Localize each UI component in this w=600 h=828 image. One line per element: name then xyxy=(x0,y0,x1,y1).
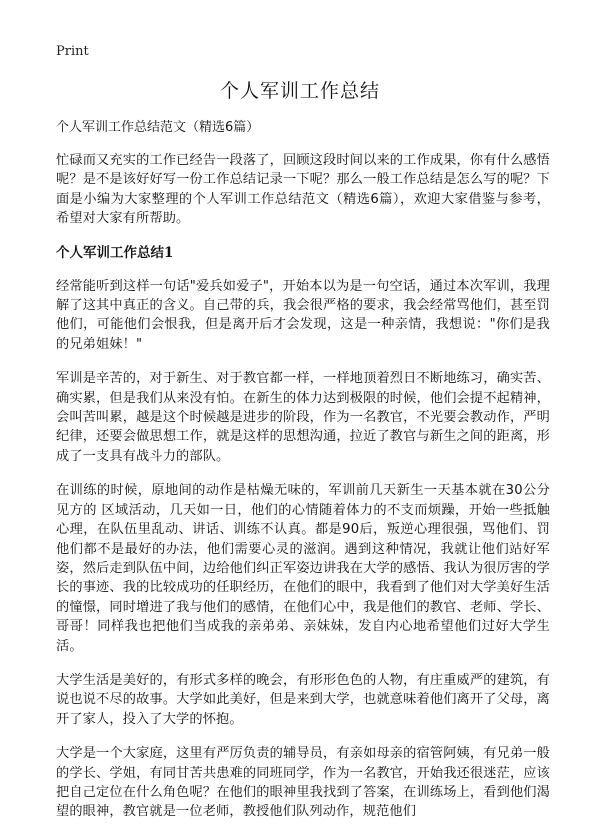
document-subtitle: 个人军训工作总结范文（精选6篇） xyxy=(56,120,260,135)
page-title: 个人军训工作总结 xyxy=(219,80,380,102)
body-paragraph: 大学是一个大家庭，这里有严厉负责的辅导员，有亲如母亲的宿管阿姨，有兄弟一般的学长、学姐，有同甘苦共患难的同班同学，作为一名教官，开始我还很迷茫，应该把自己定位在什么角色呢？在他们的眼神里我找到了答案，在训练场上，看到他们渴望的眼神，教官就是一位老师，教授他们队列动作，规范他们 xyxy=(56,746,550,820)
body-paragraph: 大学生活是美好的，有形式多样的晚会，有形形色色的人物，有庄重威严的建筑，有说也说不尽的故事。大学如此美好，但是来到大学，也就意味着他们离开了父母，离开了家人，投入了大学的怀抱。 xyxy=(56,672,550,727)
body-paragraph: 军训是辛苦的，对于新生、对于教官都一样，一样地顶着烈日不断地练习，确实苦、确实累，但是我们从来没有怕。在新生的体力达到极限的时候，他们会提不起精神，会叫苦叫累，越是这个时候越是进步的阶段，作为一名教官，不光要会教动作，严明纪律，还要会做思想工作，就是这样的思想沟通，拉近了教官与新生之间的距离，形成了一支具有战斗力的部队。 xyxy=(56,371,550,464)
intro-paragraph: 忙碌而又充实的工作已经告一段落了，回顾这段时间以来的工作成果，你有什么感悟呢？是不是该好好写一份工作总结记录一下呢？那么一般工作总结是怎么写的呢？下面是小编为大家整理的个人军训工作总结范文（精选6篇），欢迎大家借鉴与参考，希望对大家有所帮助。 xyxy=(56,153,550,227)
body-paragraph: 经常能听到这样一句话"爱兵如爱子"，开始本以为是一句空话，通过本次军训，我理解了这其中真正的含义。自己带的兵，我会很严格的要求，我会经常骂他们，甚至罚他们，可能他们会恨我，但是离开后才会发现，这是一种亲情，我想说："你们是我的兄弟姐妹！" xyxy=(56,278,550,352)
document-body xyxy=(56,118,550,828)
print-link[interactable]: Print xyxy=(56,44,89,59)
section-heading: 个人军训工作总结1 xyxy=(56,244,174,261)
body-paragraph: 在训练的时候，原地间的动作是枯燥无味的，军训前几天新生一天基本就在30公分见方的 区域活动，几天如一日，他们的心情随着体力的不支而烦躁，开始一些抵触心理，在队伍里乱动、讲话、训练不认真。都是90后，叛逆心理很强，骂他们、罚他们都不是最好的办法，他们需要心灵的滋润。遇到这种情况，我就让他们站好军姿，然后走到队伍中间，边给他们纠正军姿边讲我在大学的感悟、我认为很厉害的学长的事迹、我的比较成功的任职经历，在他们的眼中，我看到了他们对大学美好生活的憧憬，同时增进了我与他们的感情，在他们心中，我是他们的教官、老师、学长、哥哥！同样我也把他们当成我的亲弟弟、亲妹妹，发自内心地希望他们过好大学生活。 xyxy=(56,483,550,654)
